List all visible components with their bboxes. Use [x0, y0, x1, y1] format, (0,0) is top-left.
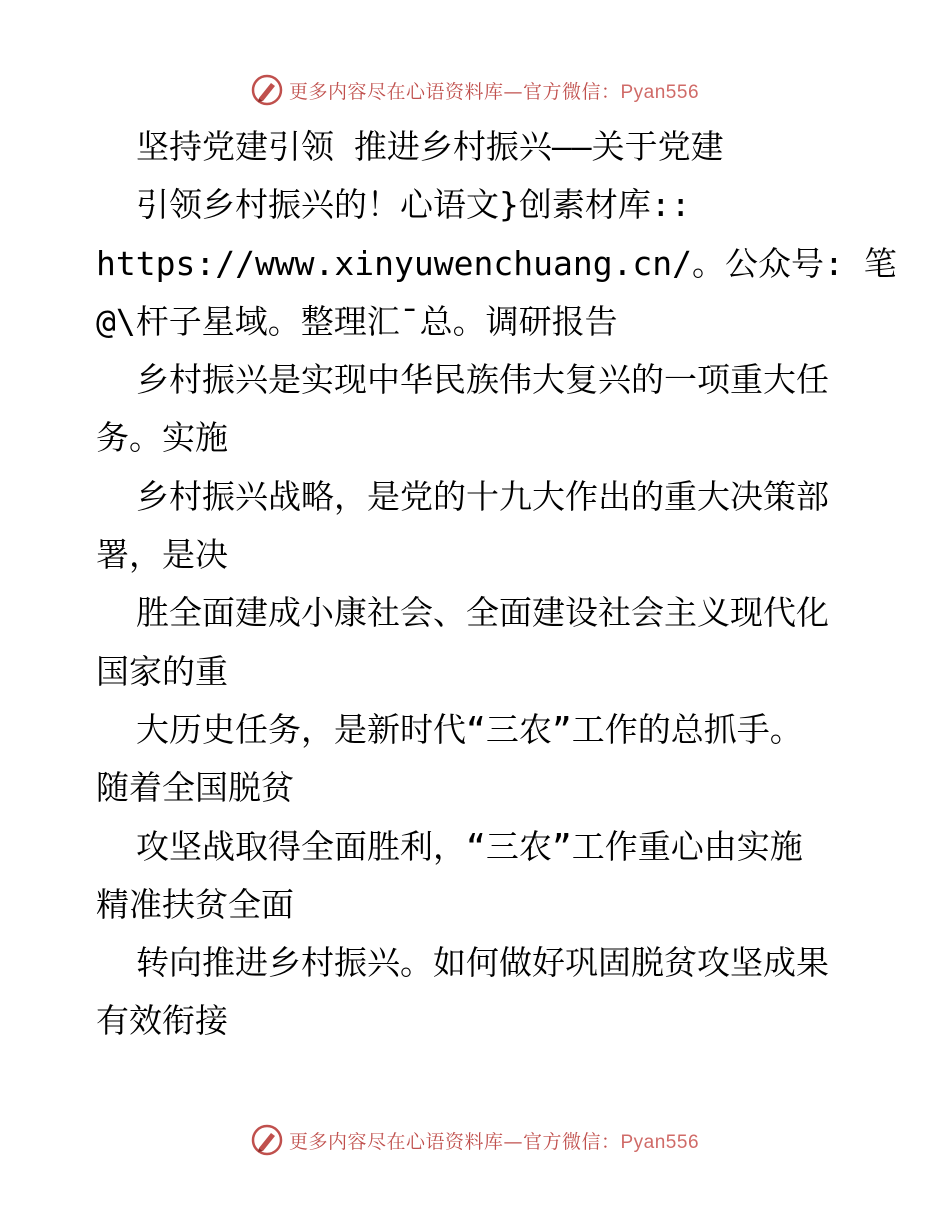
footer-banner-handle: Pyan556	[620, 1131, 700, 1153]
header-banner	[0, 70, 950, 110]
pen-logo-icon	[251, 74, 283, 106]
footer-banner	[0, 1120, 950, 1160]
text-line-5: 乡村振兴是实现中华民族伟大复兴的一项重大任	[136, 360, 829, 400]
document-body	[96, 118, 897, 1051]
text-line-9: 胜全面建成小康社会、全面建设社会主义现代化	[136, 593, 829, 633]
header-banner-text: 更多内容尽在心语资料库—官方微信：Pyan556	[288, 80, 700, 103]
text-line-13: 攻坚战取得全面胜利，“三农”工作重心由实施	[136, 826, 803, 866]
title-line-2: 引领乡村振兴的！心语文}创素材库::	[136, 185, 691, 225]
title-line-1: 坚持党建引领 推进乡村振兴——关于党建	[136, 127, 724, 166]
text-line-8: 署，是决	[96, 535, 228, 575]
text-line-11: 大历史任务，是新时代“三农”工作的总抓手。	[136, 709, 803, 749]
pen-logo-icon	[251, 1124, 283, 1156]
text-line-10: 国家的重	[96, 651, 228, 691]
text-line-12: 随着全国脱贫	[96, 768, 294, 808]
text-line-4: @\杆子星域。整理汇¯总。调研报告	[96, 301, 618, 341]
footer-banner-text: 更多内容尽在心语资料库—官方微信：Pyan556	[288, 1130, 700, 1153]
header-banner-handle: Pyan556	[620, 81, 700, 103]
text-line-7: 乡村振兴战略，是党的十九大作出的重大决策部	[136, 476, 829, 516]
text-line-14: 精准扶贫全面	[96, 884, 294, 924]
text-line-16: 有效衔接	[96, 1001, 228, 1041]
text-line-6: 务。实施	[96, 418, 228, 458]
text-line-15: 转向推进乡村振兴。如何做好巩固脱贫攻坚成果	[136, 943, 829, 983]
text-line-3: https://www.xinyuwenchuang.cn/。公众号: 笔	[96, 243, 897, 283]
